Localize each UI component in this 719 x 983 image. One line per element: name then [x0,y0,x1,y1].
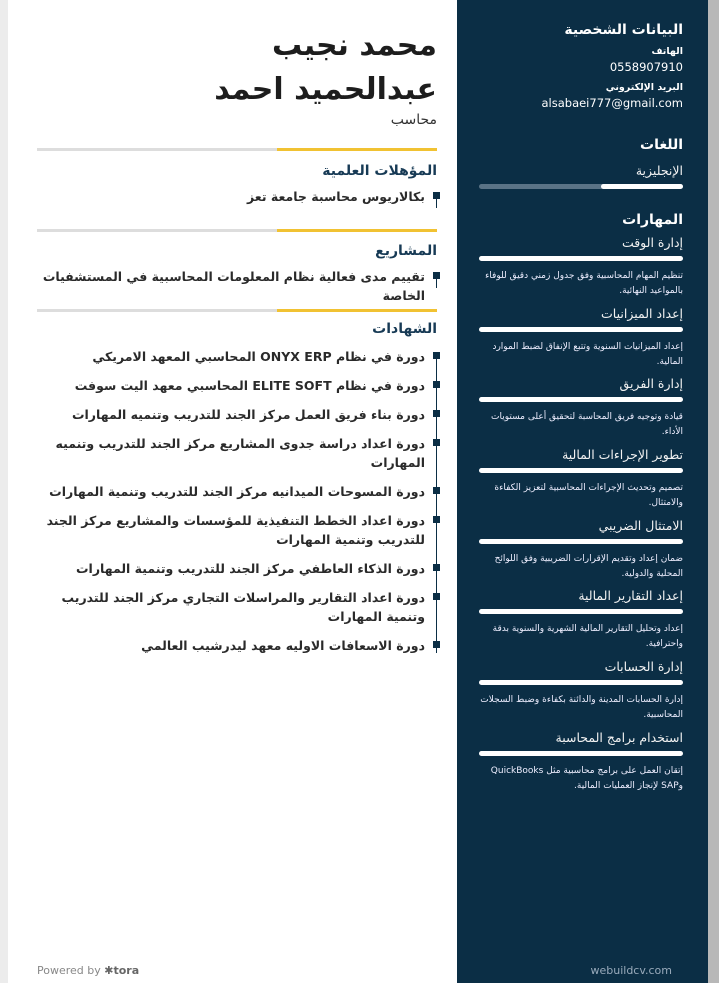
certificates-section [37,321,437,665]
skills-title: المهارات [622,212,683,228]
certificate-item: دورة في نظام ELITE SOFT المحاسبي معهد اليت سوفت [37,376,437,395]
skill-name: إعداد التقارير المالية [578,588,683,604]
email-label: البريد الإلكتروني [605,82,683,93]
certificate-item: دورة اعداد الخطط التنفيذية للمؤسسات والمشاريع مركز الجند للتدريب وتنمية المهارات [37,511,437,549]
header [37,24,437,128]
powered-by[interactable]: Powered by ✱tora [37,964,140,977]
languages-title: اللغات [640,137,683,153]
list-item: بكالاريوس محاسبة جامعة تعز [37,187,437,206]
certificate-item: دورة بناء فريق العمل مركز الجند للتدريب وتنميه المهارات [37,405,437,424]
skill-description: تنظيم المهام المحاسبية وفق جدول زمني دقيق للوفاء بالمواعيد النهائية. [485,271,683,296]
skill-item [479,306,683,377]
personal-title: البيانات الشخصية [564,22,683,38]
skill-description: قيادة وتوجيه فريق المحاسبة لتحقيق أعلى مستويات الأداء. [491,412,683,438]
education-section [37,163,437,206]
skill-item [479,518,683,589]
divider [37,148,437,151]
divider [37,309,437,312]
skill-name: إدارة الحسابات [604,659,683,675]
certificate-item: دورة اعداد دراسة جدوى المشاريع مركز الجند للتدريب وتنميه المهارات [37,434,437,472]
skill-description: إعداد وتحليل التقارير المالية الشهرية والسنوية بدقة واحترافية. [492,624,683,650]
certificates-title: الشهادات [372,321,437,337]
skills-section [479,212,683,801]
certificate-item: دورة الاسعافات الاوليه معهد ليدرشيب العالمي [37,636,437,655]
skill-item [479,376,683,447]
skill-name: استخدام برامج المحاسبة [555,729,683,745]
skill-name: الامتثال الضريبي [598,517,683,533]
skill-level-bar [479,539,683,544]
skill-item [479,588,683,659]
skill-description: ضمان إعداد وتقديم الإقرارات الضريبية وفق اللوائح المحلية والدولية. [494,553,683,579]
certificate-item: دورة الذكاء العاطفي مركز الجند للتدريب وتنمية المهارات [37,559,437,578]
skill-level-bar [479,680,683,685]
phone-label: الهاتف [651,46,683,57]
education-title: المؤهلات العلمية [322,163,437,179]
skill-level-bar [479,256,683,261]
skill-name: إدارة الوقت [621,235,683,250]
certificate-item: دورة في نظام ONYX ERP المحاسبي المعهد الامريكي [37,347,437,366]
skill-level-bar [479,609,683,614]
list-item: تقييم مدى فعالية نظام المعلومات المحاسبية في المستشفيات الخاصة [37,267,437,305]
skill-item [479,659,683,730]
skill-level-bar [479,327,683,332]
scrollbar[interactable] [708,0,719,983]
languages-section [479,137,683,189]
skill-description: إتقان العمل على برامج محاسبية مثل QuickBooks وSAP لإنجاز العمليات المالية. [490,765,683,791]
site-link[interactable]: webuildcv.com [590,964,672,977]
certificate-item: دورة اعداد التقارير والمراسلات التجاري مركز الجند للتدريب وتنمية المهارات [37,588,437,626]
tora-logo: ✱tora [104,964,140,977]
skill-level-bar [479,468,683,473]
email-link[interactable]: alsabaei777@gmail.com [541,96,683,110]
skill-description: إعداد الميزانيات السنوية وتتبع الإنفاق لضبط الموارد المالية. [492,341,683,367]
divider [37,229,437,232]
projects-section [37,243,437,305]
skill-item [479,447,683,518]
skill-item [479,730,683,801]
skill-description: تصميم وتحديث الإجراءات المحاسبية لتعزيز الكفاءة والامتثال. [494,483,683,509]
personal-section [479,22,683,110]
name-line2: عبدالحميد احمد [214,72,437,107]
job-title: محاسب [390,112,437,128]
skill-name: إعداد الميزانيات [601,305,683,321]
name-line1: محمد نجيب [272,28,437,63]
skill-description: إدارة الحسابات المدينة والدائنة بكفاءة وضبط السجلات المحاسبية. [480,695,683,721]
phone-value: 0558907910 [609,60,683,74]
sidebar [457,0,708,983]
language-level-bar [479,184,683,189]
skill-name: إدارة الفريق [619,376,683,392]
skill-level-bar [479,397,683,402]
certificate-item: دورة المسوحات الميدانيه مركز الجند للتدريب وتنمية المهارات [37,482,437,501]
skill-name: تطوير الإجراءات المالية [562,447,683,463]
projects-title: المشاريع [375,243,437,259]
skill-level-bar [479,751,683,756]
language-name: الإنجليزية [635,163,683,178]
skill-item [479,235,683,306]
